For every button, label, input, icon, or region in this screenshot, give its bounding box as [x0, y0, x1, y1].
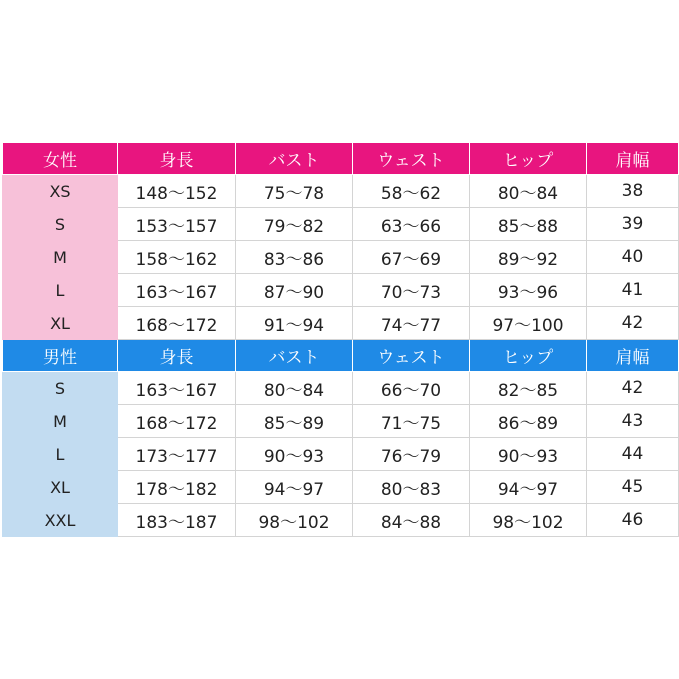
women-header-size: 女性 [3, 143, 118, 175]
men-cell-shoulder: 45 [587, 471, 679, 504]
women-cell-height: 168～172 [118, 307, 236, 340]
women-cell-bust: 75～78 [236, 175, 353, 208]
men-header-shoulder: 肩幅 [587, 340, 679, 372]
men-cell-height: 183～187 [118, 504, 236, 537]
women-header-height: 身長 [118, 143, 236, 175]
women-header-shoulder: 肩幅 [587, 143, 679, 175]
men-size-row [3, 504, 679, 537]
women-header-hip: ヒップ [470, 143, 587, 175]
men-cell-hip: 86～89 [470, 405, 587, 438]
men-cell-waist: 66～70 [353, 372, 470, 405]
women-cell-height: 158～162 [118, 241, 236, 274]
men-cell-hip: 90～93 [470, 438, 587, 471]
men-cell-height: 173～177 [118, 438, 236, 471]
women-cell-hip: 89～92 [470, 241, 587, 274]
women-cell-shoulder: 40 [587, 241, 679, 274]
women-cell-height: 148～152 [118, 175, 236, 208]
women-cell-height: 163～167 [118, 274, 236, 307]
men-cell-shoulder: 43 [587, 405, 679, 438]
women-cell-hip: 80～84 [470, 175, 587, 208]
men-cell-waist: 84～88 [353, 504, 470, 537]
women-cell-size: M [3, 241, 118, 274]
men-cell-shoulder: 46 [587, 504, 679, 537]
men-cell-size: S [3, 372, 118, 405]
men-cell-size: XL [3, 471, 118, 504]
men-header-waist: ウェスト [353, 340, 470, 372]
men-cell-hip: 98～102 [470, 504, 587, 537]
women-cell-shoulder: 39 [587, 208, 679, 241]
men-cell-hip: 82～85 [470, 372, 587, 405]
men-size-row [3, 405, 679, 438]
men-header-size: 男性 [3, 340, 118, 372]
women-cell-hip: 97～100 [470, 307, 587, 340]
men-cell-size: L [3, 438, 118, 471]
women-cell-hip: 93～96 [470, 274, 587, 307]
women-size-row [3, 241, 679, 274]
women-cell-bust: 79～82 [236, 208, 353, 241]
men-cell-height: 163～167 [118, 372, 236, 405]
men-header-hip: ヒップ [470, 340, 587, 372]
men-size-row [3, 372, 679, 405]
men-cell-bust: 94～97 [236, 471, 353, 504]
men-cell-waist: 71～75 [353, 405, 470, 438]
women-cell-bust: 91～94 [236, 307, 353, 340]
women-header-bust: バスト [236, 143, 353, 175]
women-cell-waist: 63～66 [353, 208, 470, 241]
size-chart-table [2, 142, 679, 537]
women-cell-shoulder: 42 [587, 307, 679, 340]
women-cell-size: XS [3, 175, 118, 208]
men-size-row [3, 438, 679, 471]
men-cell-bust: 85～89 [236, 405, 353, 438]
women-header-row [3, 143, 679, 175]
men-size-row [3, 471, 679, 504]
women-cell-bust: 87～90 [236, 274, 353, 307]
men-cell-shoulder: 42 [587, 372, 679, 405]
men-cell-height: 168～172 [118, 405, 236, 438]
women-cell-size: S [3, 208, 118, 241]
size-chart-body [3, 143, 679, 537]
women-cell-waist: 67～69 [353, 241, 470, 274]
women-cell-hip: 85～88 [470, 208, 587, 241]
women-header-waist: ウェスト [353, 143, 470, 175]
men-cell-hip: 94～97 [470, 471, 587, 504]
women-size-row [3, 274, 679, 307]
men-cell-bust: 90～93 [236, 438, 353, 471]
women-cell-waist: 74～77 [353, 307, 470, 340]
women-cell-size: L [3, 274, 118, 307]
women-cell-bust: 83～86 [236, 241, 353, 274]
men-cell-size: M [3, 405, 118, 438]
men-header-height: 身長 [118, 340, 236, 372]
men-cell-bust: 80～84 [236, 372, 353, 405]
women-cell-height: 153～157 [118, 208, 236, 241]
women-size-row [3, 175, 679, 208]
women-cell-waist: 70～73 [353, 274, 470, 307]
women-cell-shoulder: 41 [587, 274, 679, 307]
women-cell-shoulder: 38 [587, 175, 679, 208]
women-size-row [3, 307, 679, 340]
women-cell-size: XL [3, 307, 118, 340]
women-size-row [3, 208, 679, 241]
men-cell-size: XXL [3, 504, 118, 537]
men-header-bust: バスト [236, 340, 353, 372]
men-cell-waist: 76～79 [353, 438, 470, 471]
men-cell-height: 178～182 [118, 471, 236, 504]
men-header-row [3, 340, 679, 372]
men-cell-shoulder: 44 [587, 438, 679, 471]
men-cell-waist: 80～83 [353, 471, 470, 504]
men-cell-bust: 98～102 [236, 504, 353, 537]
women-cell-waist: 58～62 [353, 175, 470, 208]
